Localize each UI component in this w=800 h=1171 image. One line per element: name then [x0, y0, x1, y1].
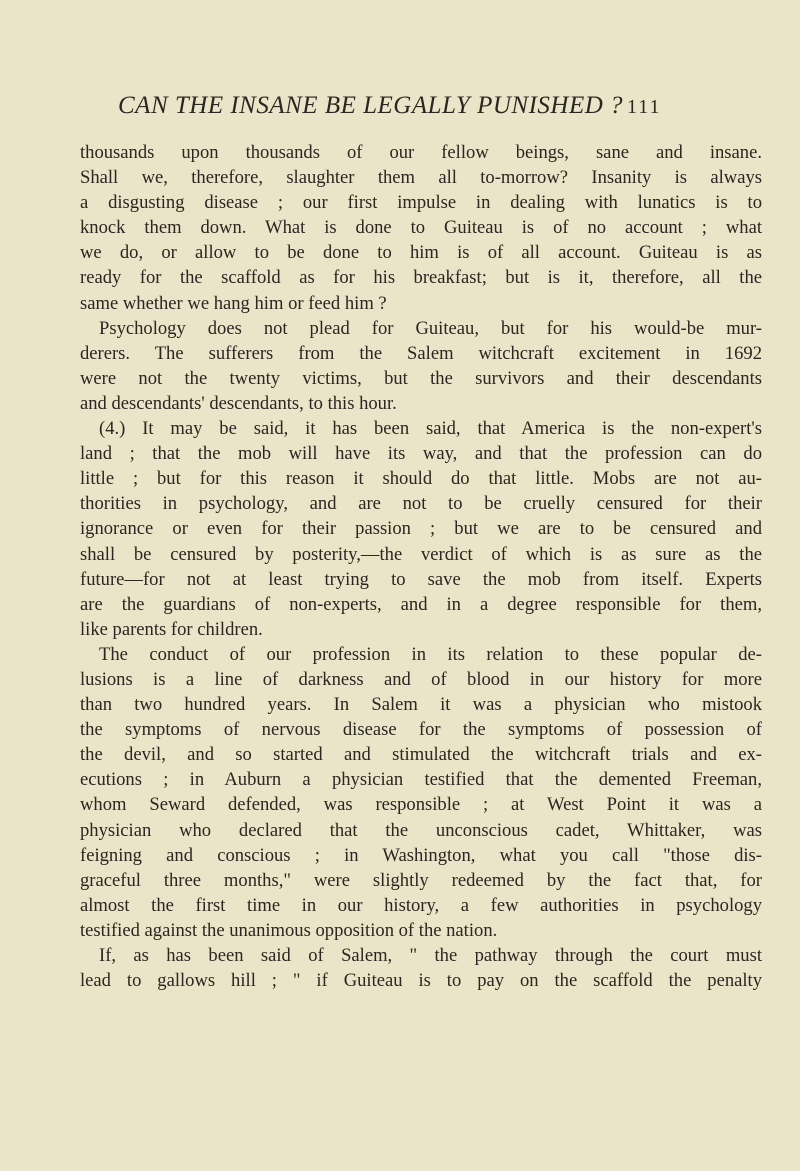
text-line: we do, or allow to be done to him is of all account. Guiteau is as [80, 242, 762, 264]
text-line: future—for not at least trying to save the mob from itself. Experts [80, 568, 762, 590]
text-line: derers. The sufferers from the Salem witchcraft excitement in 1692 [80, 342, 762, 364]
text-line: graceful three months," were slightly redeemed by the fact that, for [80, 869, 762, 891]
text-line: a disgusting disease ; our first impulse in dealing with lunatics is to [80, 192, 762, 214]
text-line: ecutions ; in Auburn a physician testified that the demented Freeman, [80, 769, 762, 791]
text-line: than two hundred years. In Salem it was a physician who mistook [80, 694, 762, 716]
text-line: shall be censured by posterity,—the verdict of which is as sure as the [80, 543, 762, 565]
text-line: knock them down. What is done to Guiteau is of no account ; what [80, 217, 762, 239]
chapter-title: CAN THE INSANE BE LEGALLY PUNISHED ? [118, 92, 624, 119]
text-line: ready for the scaffold as for his breakfast; but is it, therefore, all the [80, 267, 762, 289]
text-line: thorities in psychology, and are not to be cruelly censured for their [80, 493, 762, 515]
text-line: thousands upon thousands of our fellow beings, sane and insane. [80, 142, 762, 163]
text-line: whom Seward defended, was responsible ; at West Point it was a [80, 794, 762, 816]
text-line: If, as has been said of Salem, " the pathway through the court must [99, 945, 762, 966]
text-line: physician who declared that the unconscious cadet, Whittaker, was [80, 819, 762, 841]
text-line: like parents for children. [80, 618, 263, 640]
running-header [118, 92, 758, 120]
text-line: are the guardians of non-experts, and in a degree responsible for them, [80, 593, 762, 615]
page-number: 111 [627, 96, 662, 118]
text-line: little ; but for this reason it should do that little. Mobs are not au- [80, 468, 762, 490]
text-line: Shall we, therefore, slaughter them all to-morrow? Insanity is always [80, 167, 762, 189]
text-line: and descendants' descendants, to this hour. [80, 392, 397, 414]
text-line: same whether we hang him or feed him ? [80, 292, 387, 314]
text-line: almost the first time in our history, a few authorities in psychology [80, 894, 762, 916]
text-line: the symptoms of nervous disease for the symptoms of possession of [80, 719, 762, 741]
text-line: Psychology does not plead for Guiteau, but for his would-be mur- [99, 317, 762, 339]
text-line: lead to gallows hill ; " if Guiteau is to pay on the scaffold the penalty [80, 970, 762, 992]
text-line: ignorance or even for their passion ; but we are to be censured and [80, 518, 762, 540]
text-line: The conduct of our profession in its relation to these popular de- [99, 643, 762, 665]
text-line: feigning and conscious ; in Washington, what you call "those dis- [80, 844, 762, 866]
text-line: lusions is a line of darkness and of blood in our history for more [80, 668, 762, 690]
text-line: testified against the unanimous opposition of the nation. [80, 919, 498, 941]
body-text [80, 140, 762, 993]
text-line: were not the twenty victims, but the survivors and their descendants [80, 367, 762, 389]
text-line: (4.) It may be said, it has been said, that America is the non-expert's [99, 418, 762, 440]
text-line: land ; that the mob will have its way, and that the profession can do [80, 443, 762, 465]
text-line: the devil, and so started and stimulated the witchcraft trials and ex- [80, 744, 762, 766]
